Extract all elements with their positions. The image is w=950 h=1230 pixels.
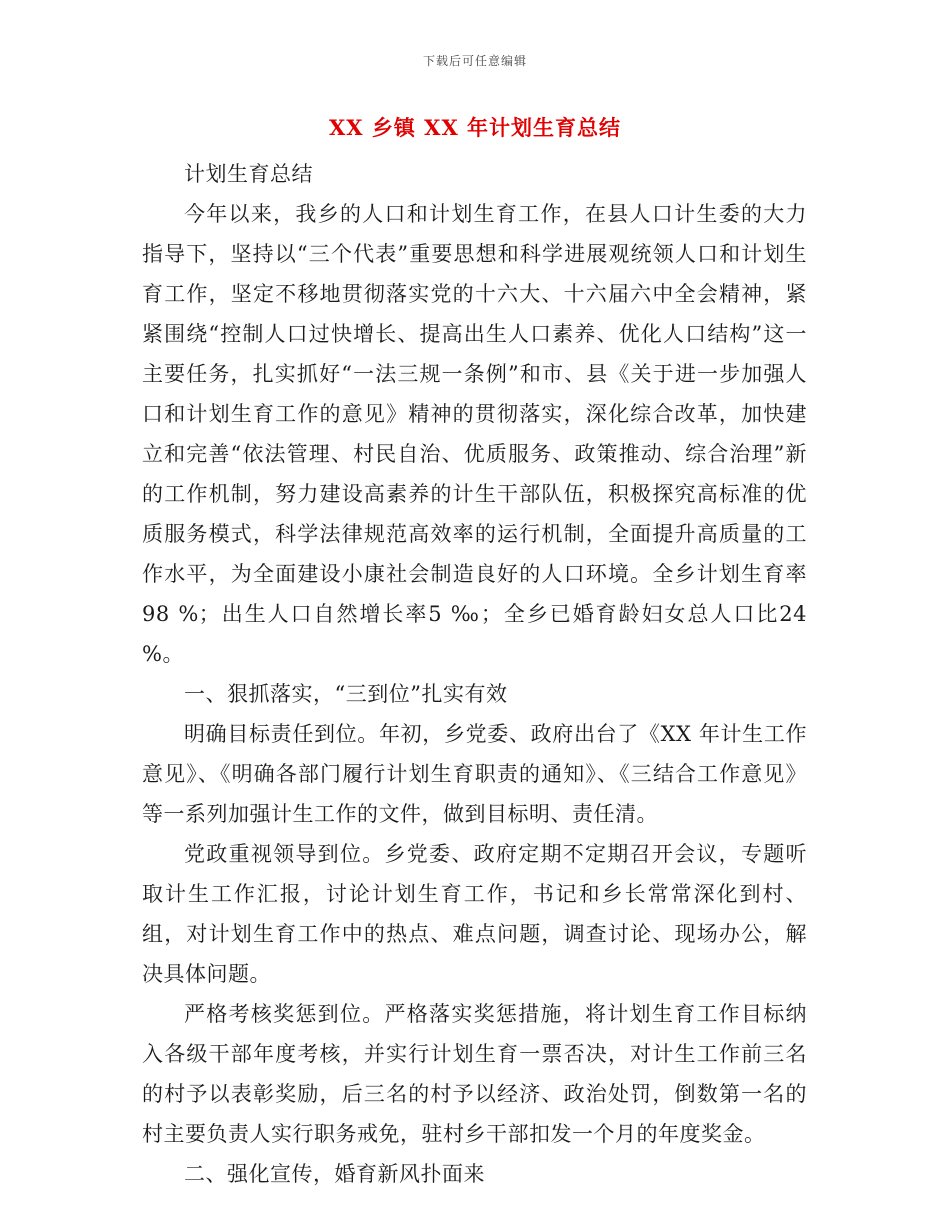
document-body xyxy=(142,154,829,1194)
document-title: XX 乡镇 XX 年计划生育总结 xyxy=(328,115,622,140)
section-label: 计划生育总结 xyxy=(184,162,313,186)
header-note: 下载后可任意编辑 xyxy=(422,54,527,68)
paragraph-intro: 今年以来，我乡的人口和计划生育工作，在县人口计生委的大力指导下，坚持以“三个代表”重要思想和科学进展观统领人口和计划生育工作，坚定不移地贯彻落实党的十六大、十六届六中全会精神，紧紧围绕“控制人口过快增长、提高出生人口素养、优化人口结构”这一主要任务，扎实抓好“一法三规一条例”和市、县《关于进一步加强人口和计划生育工作的意见》精神的贯彻落实，深化综合改革，加快建立和完善“依法管理、村民自治、优质服务、政策推动、综合治理”新的工作机制，努力建设高素养的计生干部队伍，积极探究高标准的优质服务模式，科学法律规范高效率的运行机制，全面提升高质量的工作水平，为全面建设小康社会制造良好的人口环境。全乡计划生育率98 %；出生人口自然增长率5 ‰；全乡已婚育龄妇女总人口比24 %。 xyxy=(142,202,829,666)
paragraph-leadership: 党政重视领导到位。乡党委、政府定期不定期召开会议，专题听取计生工作汇报，讨论计划生育工作，书记和乡长常常深化到村、组，对计划生育工作中的热点、难点问题，调查讨论、现场办公，解决具体问题。 xyxy=(142,842,807,986)
section-heading-1: 一、狠抓落实，“三到位”扎实有效 xyxy=(184,682,508,706)
section-heading-2: 二、强化宣传，婚育新风扑面来 xyxy=(184,1162,485,1186)
paragraph-assessment: 严格考核奖惩到位。严格落实奖惩措施，将计划生育工作目标纳入各级干部年度考核，并实行计划生育一票否决，对计生工作前三名的村予以表彰奖励，后三名的村予以经济、政治处罚，倒数第一名的村主要负责人实行职务戒免，驻村乡干部扣发一个月的年度奖金。 xyxy=(142,1002,807,1146)
paragraph-target-responsibility: 明确目标责任到位。年初，乡党委、政府出台了《XX 年计生工作意见》、《明确各部门履行计划生育职责的通知》、《三结合工作意见》等一系列加强计生工作的文件，做到目标明、责任清。 xyxy=(142,722,807,826)
